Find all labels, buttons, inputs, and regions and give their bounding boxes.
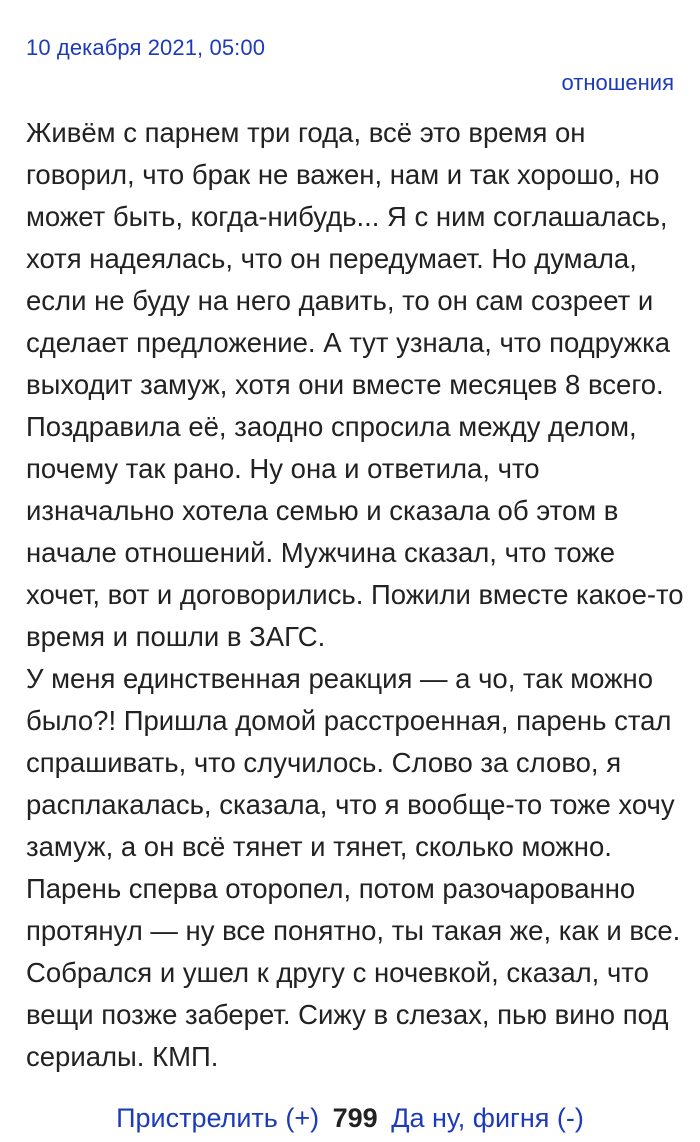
story-text	[26, 112, 686, 1078]
post-tag-link[interactable]: отношения	[561, 70, 674, 95]
vote-bar	[0, 1098, 700, 1138]
story-paragraph: Живём с парнем три года, всё это время он говорил, что брак не важен, нам и так хорошо, но может быть, когда-нибудь... Я с ним соглашалась, хотя надеялась, что он передумает. Но думала, если не буду на него давить, то он сам созреет и сделает предложение. А тут узнала, что подружка выходит замуж, хотя они вместе месяцев 8 всего. Поздравила её, заодно спросила между делом, почему так рано. Ну она и ответила, что изначально хотела семью и сказала об этом в начале отношений. Мужчина сказал, что тоже хочет, вот и договорились. Пожили вместе какое-то время и пошли в ЗАГС.	[26, 117, 684, 652]
score-value: 799	[332, 1103, 378, 1133]
downvote-button[interactable]: Да ну, фигня (-)	[391, 1103, 584, 1133]
post-date: 10 декабря 2021, 05:00	[26, 35, 266, 60]
story-paragraph: У меня единственная реакция — а чо, так можно было?! Пришла домой расстроенная, парень стал спрашивать, что случилось. Слово за слово, я расплакалась, сказала, что я вообще-то тоже хочу замуж, а он всё тянет и тянет, сколько можно. Парень сперва оторопел, потом разочарованно протянул — ну все понятно, ты такая же, как и все. Собрался и ушел к другу с ночевкой, сказал, что вещи позже заберет. Сижу в слезах, пью вино под сериалы. КМП.	[26, 663, 681, 1072]
upvote-button[interactable]: Пристрелить (+)	[116, 1103, 320, 1133]
